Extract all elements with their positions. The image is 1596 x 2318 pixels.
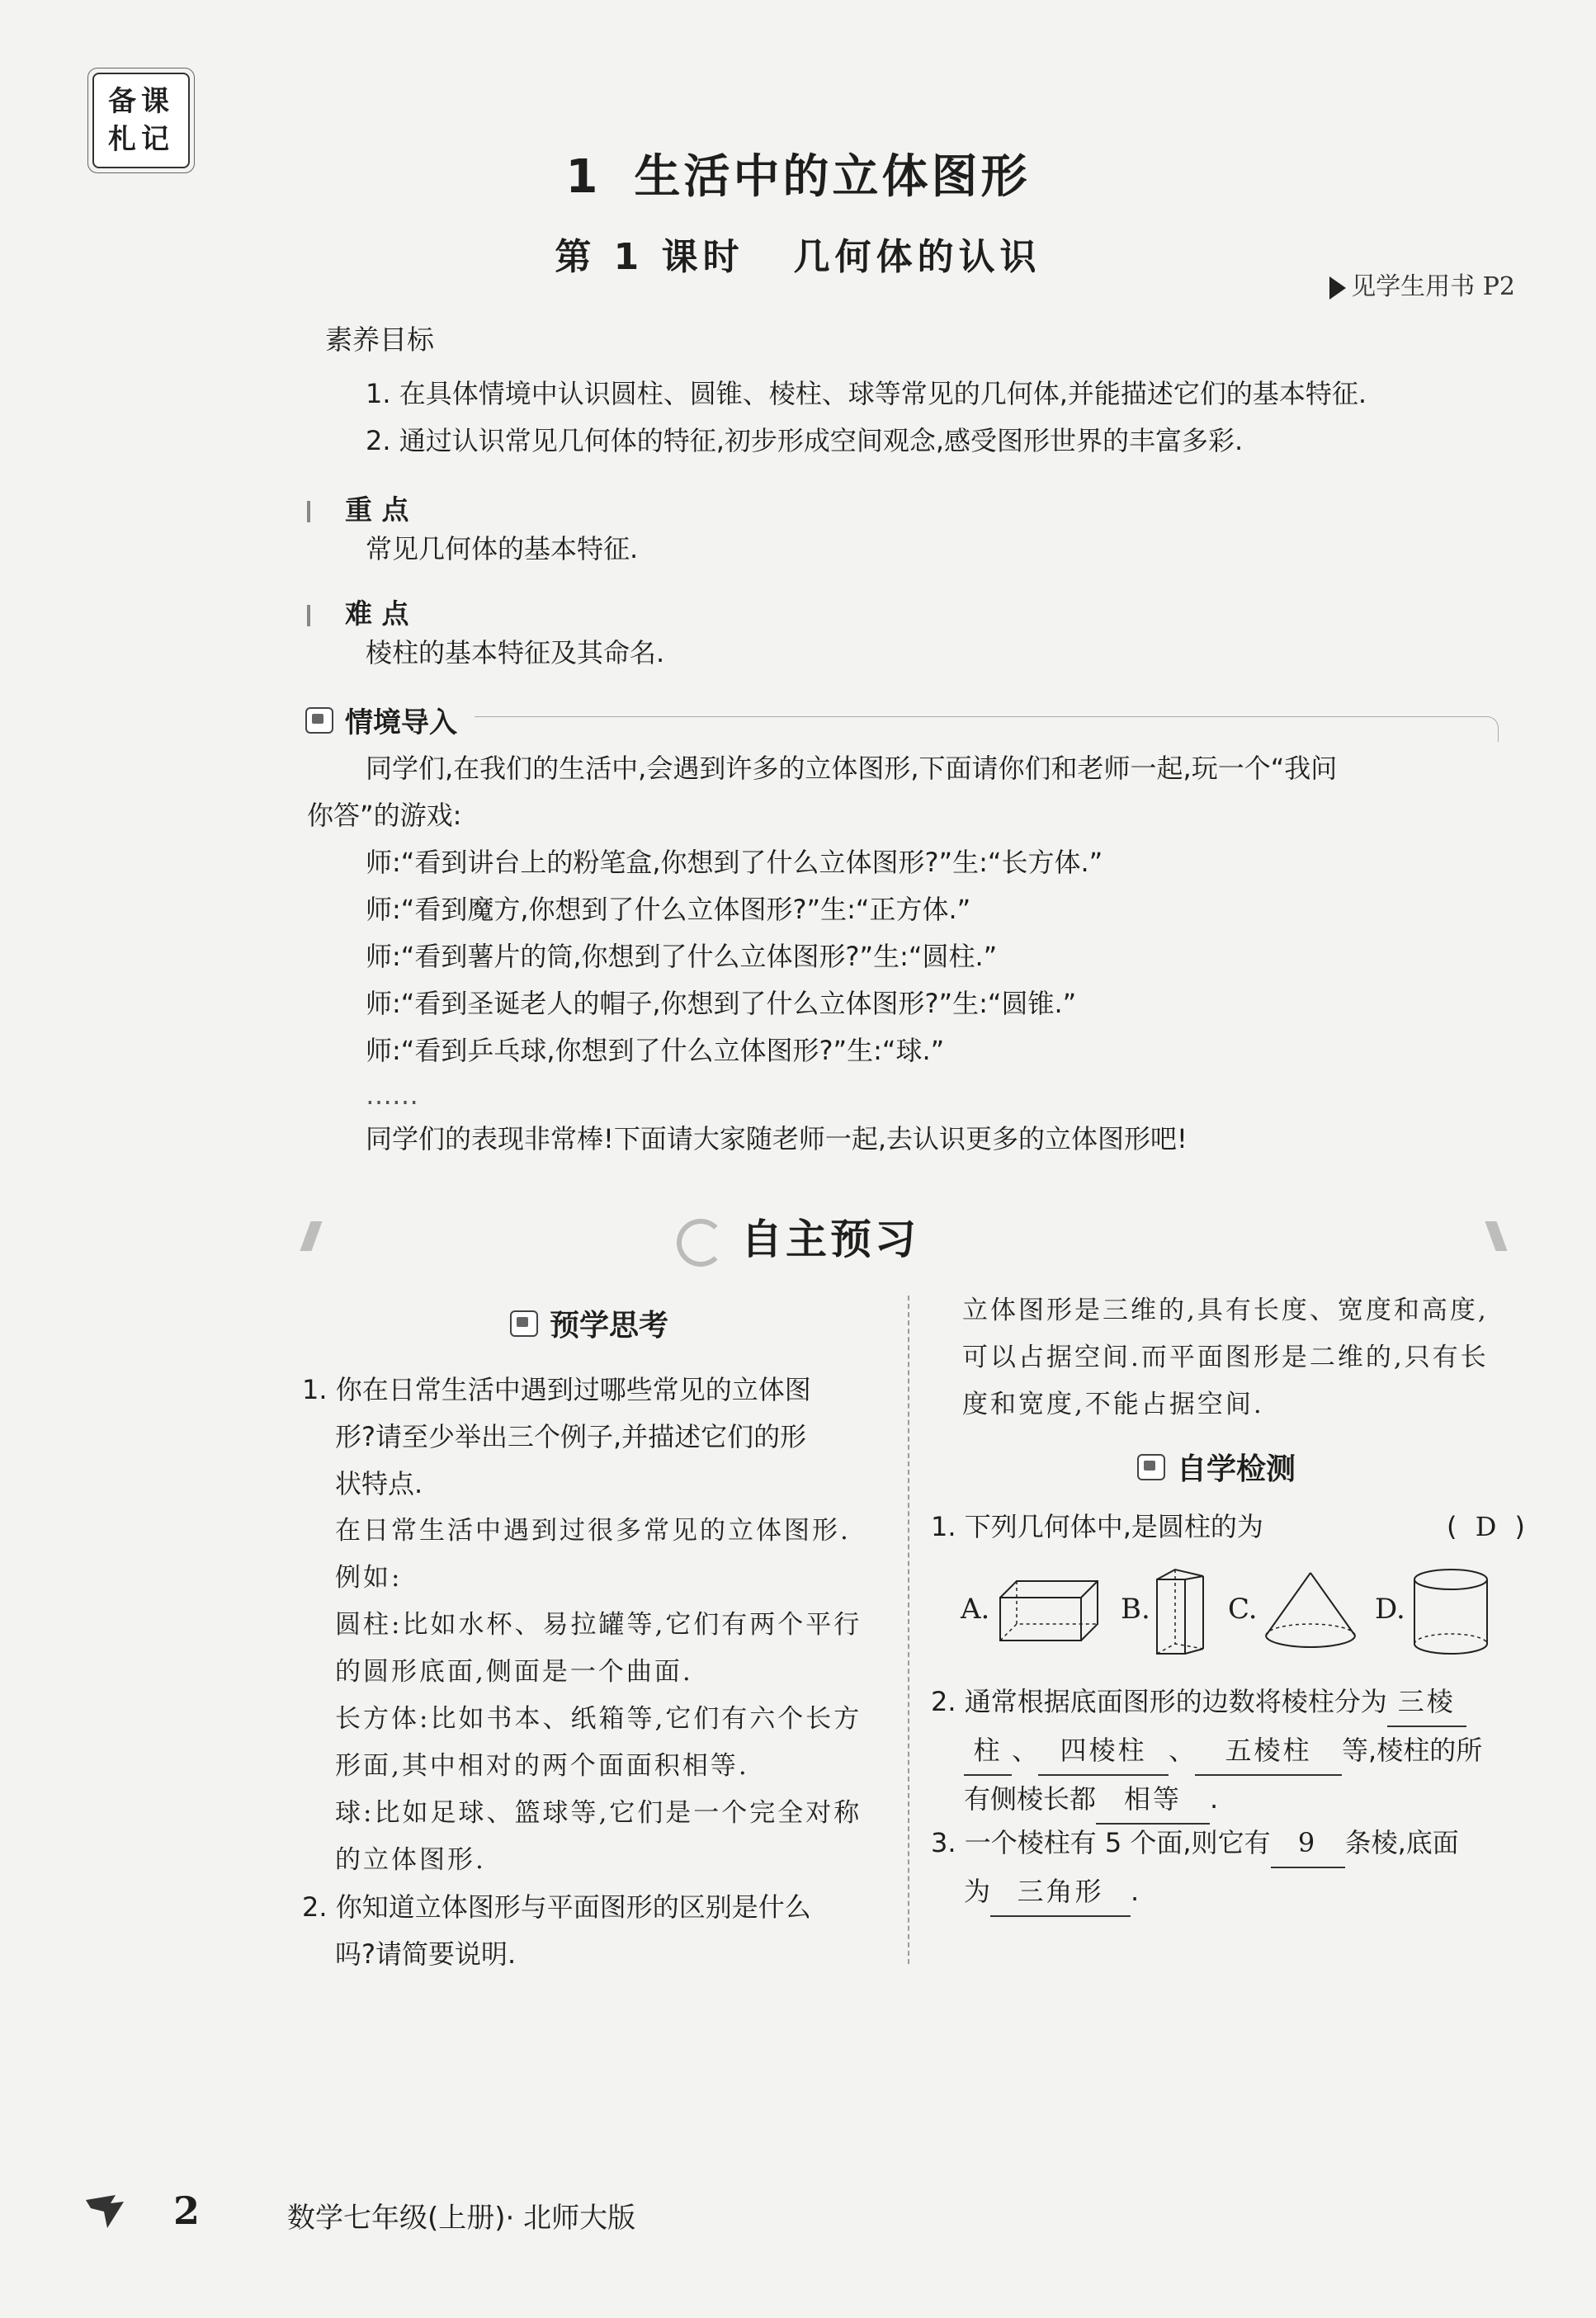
q1-text: 1. 下列几何体中,是圆柱的为 (931, 1511, 1263, 1542)
option-a-label: A. (961, 1593, 990, 1626)
q2-separator: 、 (1169, 1735, 1196, 1766)
question-line: 2. 你知道立体图形与平面图形的区别是什么 (302, 1891, 811, 1923)
intro-heading-label: 情境导入 (345, 706, 457, 739)
question-line: 形?请至少举出三个例子,并描述它们的形 (335, 1421, 807, 1452)
intro-heading (305, 700, 457, 740)
preview-questions (302, 1367, 896, 1978)
goal-item: 2. 通过认识常见几何体的特征,初步形成空间观念,感受图形世界的丰富多彩. (366, 425, 1244, 456)
dialogue-line: 师:“看到魔方,你想到了什么立体图形?”生:“正方体.” (366, 894, 971, 925)
cone-figure (1263, 1571, 1358, 1650)
q2-text-3: 有侧棱长都 (964, 1783, 1097, 1815)
publisher-logo-icon (83, 2192, 135, 2231)
answer-line: 长方体:比如书本、纸箱等,它们有六个长方 (335, 1704, 862, 1734)
cuboid-figure (999, 1579, 1101, 1642)
page-title (0, 140, 1596, 206)
q2-blank-1b: 柱 (964, 1727, 1012, 1776)
intro-frame-line (475, 716, 1499, 742)
option-b-label: B. (1121, 1593, 1150, 1626)
key-point-text: 常见几何体的基本特征. (366, 533, 639, 564)
self-check-q3 (931, 1820, 1525, 1917)
dialogue-line: 师:“看到薯片的筒,你想到了什么立体图形?”生:“圆柱.” (366, 941, 998, 972)
triangle-pointer-icon (1329, 276, 1346, 300)
chapter-title: 生活中的立体图形 (634, 150, 1031, 204)
q3-text-3: 为 (964, 1876, 991, 1907)
book-title: 数学七年级(上册)· 北师大版 (287, 2202, 636, 2235)
difficult-point-text: 棱柱的基本特征及其命名. (366, 637, 665, 668)
difficult-point-heading (307, 592, 409, 631)
dialogue-line: 师:“看到圣诞老人的帽子,你想到了什么立体图形?”生:“圆锥.” (366, 988, 1077, 1019)
answer-line: 的圆形底面,侧面是一个曲面. (335, 1657, 693, 1687)
self-check-heading-label: 自学检测 (1177, 1452, 1296, 1486)
answer-line: 在日常生活中遇到过很多常见的立体图形. (335, 1516, 851, 1546)
dialogue-line: 师:“看到讲台上的粉笔盒,你想到了什么立体图形?”生:“长方体.” (366, 847, 1103, 878)
answer-line: 立体图形是三维的,具有长度、宽度和高度, (962, 1296, 1489, 1325)
answer-line: 例如: (335, 1563, 403, 1593)
section-bar (307, 605, 310, 626)
preview-heading-label: 预学思考 (550, 1309, 669, 1343)
q2-blank-4: 相等 (1096, 1776, 1210, 1825)
answer-line: 形面,其中相对的两个面面积相等. (335, 1751, 749, 1781)
q2-blank-2: 四棱柱 (1038, 1727, 1169, 1776)
q2-blank-1a: 三棱 (1387, 1678, 1466, 1727)
question-line: 状特点. (335, 1468, 423, 1499)
difficult-point-label: 难 点 (345, 597, 409, 630)
goals-heading: 素养目标 (325, 323, 434, 356)
q3-blank-1: 9 (1271, 1820, 1345, 1868)
q3-text: 3. 一个棱柱有 5 个面,则它有 (931, 1827, 1271, 1858)
option-d-label: D. (1375, 1593, 1405, 1626)
key-point-label: 重 点 (345, 493, 409, 526)
q1-answer-bracket (1447, 1504, 1525, 1551)
self-check-heading (1137, 1446, 1296, 1488)
answer-2-block (962, 1287, 1523, 1428)
dialogue-line: 师:“看到乒乓球,你想到了什么立体图形?”生:“球.” (366, 1035, 945, 1066)
chapter-number: 1 (565, 150, 602, 204)
intro-closing: 同学们的表现非常棒!下面请大家随老师一起,去认识更多的立体图形吧! (366, 1123, 1188, 1154)
answer-line: 圆柱:比如水杯、易拉罐等,它们有两个平行 (335, 1610, 862, 1640)
ellipsis: …… (366, 1079, 418, 1111)
self-check-q1 (931, 1504, 1525, 1551)
section-bar (307, 501, 310, 522)
book-box-icon (510, 1310, 538, 1337)
q2-period: . (1210, 1783, 1219, 1815)
answer-line: 度和宽度,不能占据空间. (962, 1390, 1264, 1419)
side-note-line1: 备课 (108, 85, 174, 118)
option-c-label: C. (1228, 1593, 1258, 1626)
intro-paragraph-line: 你答”的游戏: (307, 800, 462, 831)
preview-heading (510, 1302, 668, 1344)
q3-text-2: 条棱,底面 (1344, 1827, 1459, 1858)
goal-item: 1. 在具体情境中认识圆柱、圆锥、棱柱、球等常见的几何体,并能描述它们的基本特征. (366, 378, 1367, 409)
section-title-text: 自主预习 (741, 1216, 919, 1263)
question-line: 吗?请简要说明. (335, 1938, 517, 1970)
triangular-prism-figure (1154, 1568, 1208, 1657)
side-note-line2: 札记 (108, 123, 174, 156)
goals-list (366, 371, 1367, 465)
q2-separator: 、 (1012, 1735, 1039, 1766)
check-box-icon (1137, 1454, 1165, 1480)
section-title (0, 1206, 1596, 1267)
q2-blank-3: 五棱柱 (1195, 1727, 1342, 1776)
page-number: 2 (173, 2188, 201, 2233)
reference-text: 见学生用书 P2 (1351, 272, 1515, 301)
answer-line: 的立体图形. (335, 1845, 486, 1875)
intro-body (307, 745, 1520, 1163)
q2-text-2: 等,棱柱的所 (1342, 1735, 1483, 1766)
cylinder-figure (1411, 1568, 1490, 1657)
q1-answer: D (1475, 1511, 1497, 1542)
q2-text: 2. 通常根据底面图形的边数将棱柱分为 (931, 1686, 1387, 1717)
q3-period: . (1131, 1876, 1140, 1907)
lesson-label: 第 1 课时 (555, 236, 744, 278)
q3-blank-2: 三角形 (990, 1868, 1131, 1917)
chat-box-icon (305, 707, 333, 734)
intro-paragraph-line: 同学们,在我们的生活中,会遇到许多的立体图形,下面请你们和老师一起,玩一个“我问 (366, 753, 1338, 784)
shape-options (957, 1568, 1518, 1659)
key-point-heading (307, 489, 409, 527)
student-book-reference (1329, 266, 1515, 302)
self-check-q2 (931, 1678, 1525, 1825)
paren-left: ( (1447, 1511, 1457, 1542)
answer-line: 可以占据空间.而平面图形是二维的,只有长 (962, 1343, 1489, 1372)
question-line: 1. 你在日常生活中遇到过哪些常见的立体图 (302, 1374, 811, 1405)
answer-line: 球:比如足球、篮球等,它们是一个完全对称 (335, 1798, 862, 1828)
swirl-icon (677, 1219, 725, 1267)
column-divider (908, 1296, 909, 1964)
lesson-title: 几何体的认识 (793, 236, 1041, 278)
paren-right: ) (1514, 1511, 1525, 1542)
